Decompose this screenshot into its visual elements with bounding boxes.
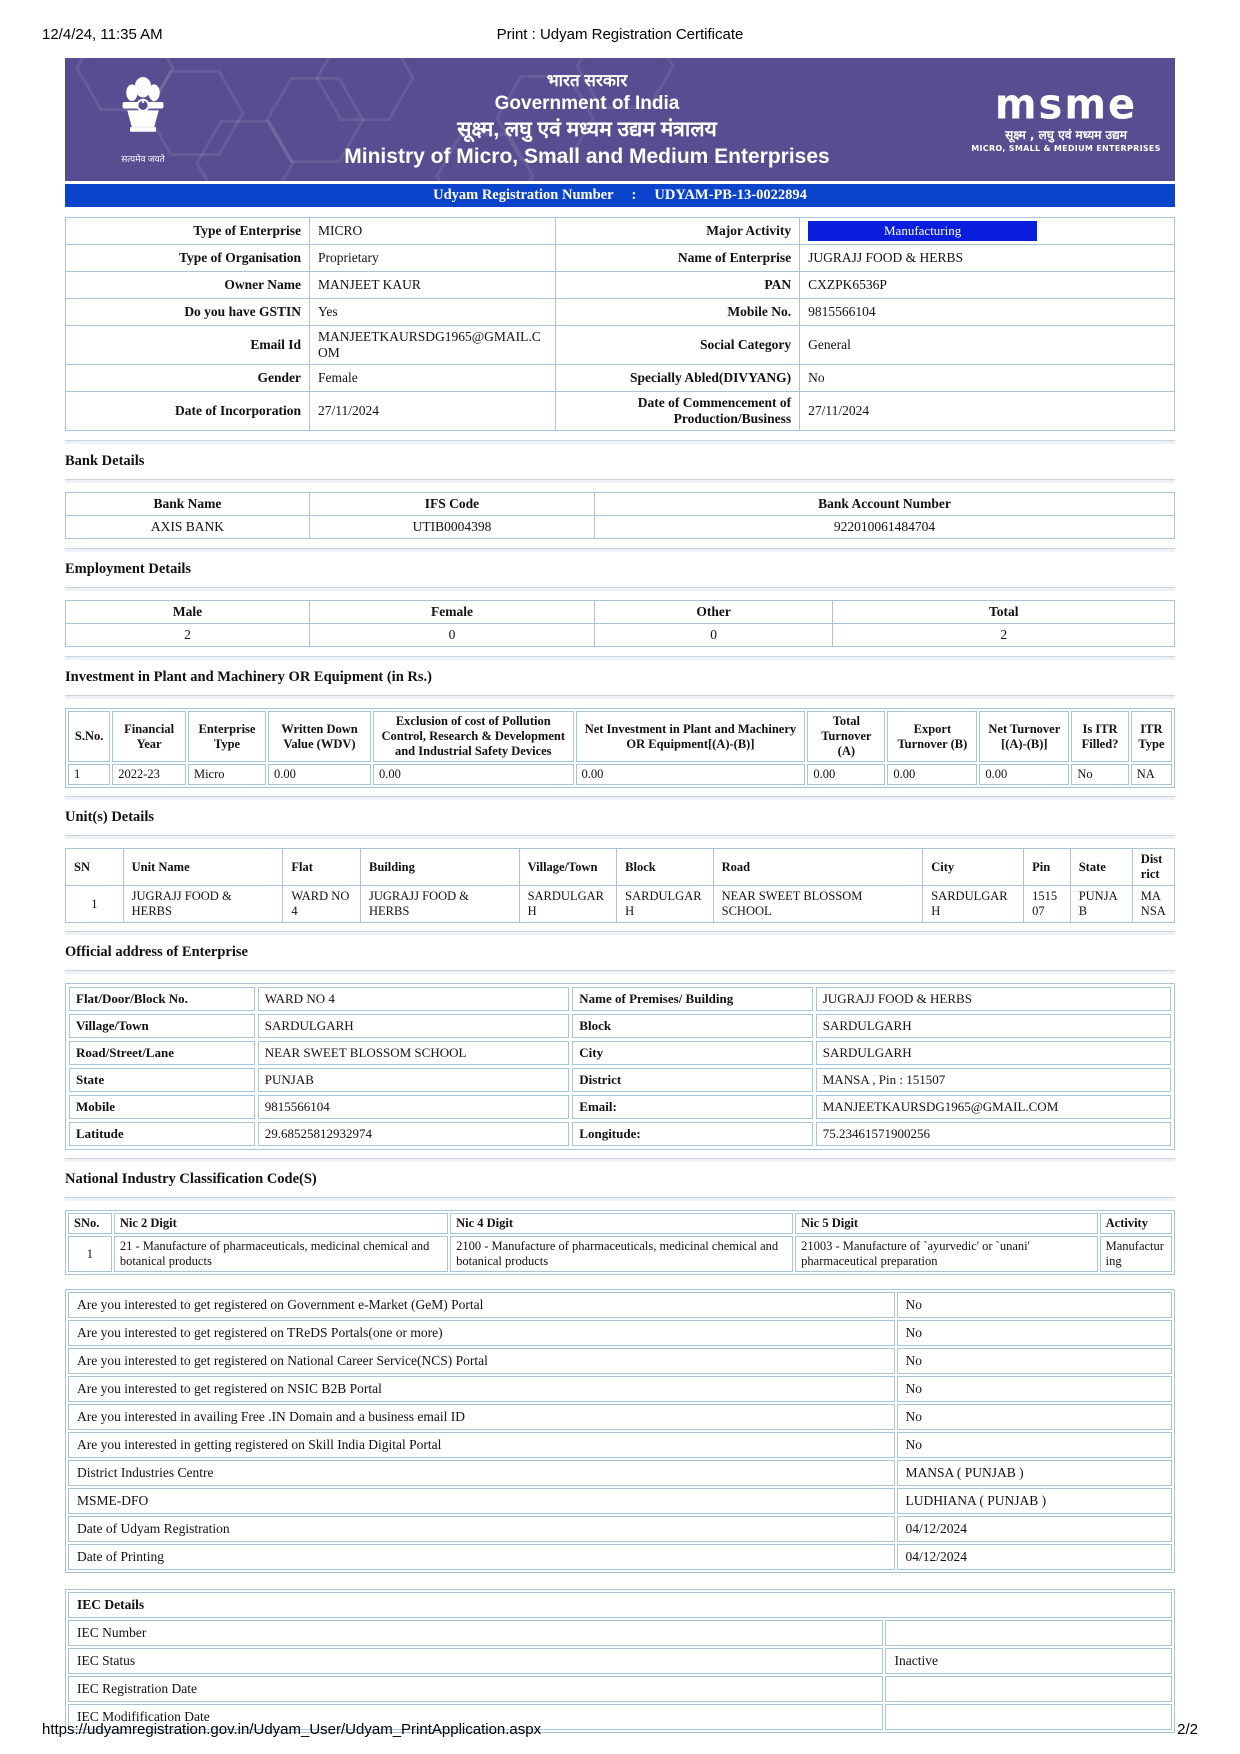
address-label: State	[69, 1068, 255, 1092]
table-row	[68, 1404, 1172, 1430]
question-text: Are you interested to get registered on TReDS Portals(one or more)	[68, 1320, 895, 1346]
address-label: Village/Town	[69, 1014, 255, 1038]
investment-cell: 0.00	[373, 764, 574, 785]
gstin-value: Yes	[309, 299, 555, 326]
units-header: Village/Town	[519, 849, 617, 886]
table-row	[66, 218, 1175, 245]
units-cell: SARDULGARH	[519, 886, 617, 923]
government-banner	[65, 58, 1175, 181]
table-row	[68, 1544, 1172, 1570]
other-count: 0	[594, 624, 832, 647]
table-row	[69, 1041, 1171, 1065]
address-value: SARDULGARH	[816, 1041, 1171, 1065]
table-row	[66, 326, 1175, 365]
units-cell: SARDULGARH	[617, 886, 713, 923]
iec-modification-date-label: IEC Modifification Date	[68, 1704, 883, 1730]
answer-text: No	[897, 1404, 1173, 1430]
investment-cell: No	[1071, 764, 1128, 785]
address-value: SARDULGARH	[816, 1014, 1171, 1038]
udyam-regno-colon: :	[631, 187, 637, 203]
table-header-row	[66, 601, 1175, 624]
msme-dfo-label: MSME-DFO	[68, 1488, 895, 1514]
question-text: Are you interested to get registered on Government e-Market (GeM) Portal	[68, 1292, 895, 1318]
units-header: Block	[617, 849, 713, 886]
investment-cell: 2022-23	[112, 764, 186, 785]
date-of-incorporation-label: Date of Incorporation	[66, 392, 310, 431]
address-value: 9815566104	[258, 1095, 570, 1119]
section-divider	[65, 440, 1175, 444]
nic-header: Nic 2 Digit	[114, 1213, 448, 1234]
date-of-printing-label: Date of Printing	[68, 1544, 895, 1570]
nic-header: Activity	[1100, 1213, 1172, 1234]
address-label: Mobile	[69, 1095, 255, 1119]
msme-logo-text: msme	[994, 80, 1138, 130]
units-header: Flat	[283, 849, 361, 886]
address-value: PUNJAB	[258, 1068, 570, 1092]
banner-hindi-govt: भारत सरकार	[546, 70, 628, 90]
date-of-udyam-registration-value: 04/12/2024	[897, 1516, 1173, 1542]
units-header: Building	[360, 849, 519, 886]
table-row	[66, 516, 1175, 539]
address-value: MANSA , Pin : 151507	[816, 1068, 1171, 1092]
total-count: 2	[833, 624, 1175, 647]
units-header: District	[1132, 849, 1174, 886]
address-label: Longitude:	[572, 1122, 812, 1146]
question-text: Are you interested in getting registered on Skill India Digital Portal	[68, 1432, 895, 1458]
table-row	[68, 1376, 1172, 1402]
table-row	[68, 1516, 1172, 1542]
table-row	[66, 886, 1175, 923]
section-divider	[65, 796, 1175, 800]
section-divider	[65, 1158, 1175, 1162]
table-header-row	[68, 711, 1172, 762]
units-cell: 151507	[1024, 886, 1071, 923]
units-header: Road	[713, 849, 923, 886]
answer-text: No	[897, 1432, 1173, 1458]
email-id-label: Email Id	[66, 326, 310, 365]
investment-header: Total Turnover (A)	[807, 711, 885, 762]
section-heading-nic: National Industry Classification Code(S)	[65, 1171, 317, 1187]
iec-number-value	[885, 1620, 1172, 1646]
answer-text: No	[897, 1320, 1173, 1346]
nic-cell: 21003 - Manufacture of `ayurvedic' or `unani' pharmaceutical preparation	[795, 1236, 1097, 1272]
investment-cell: 0.00	[576, 764, 806, 785]
bank-account-header: Bank Account Number	[594, 493, 1174, 516]
udyam-regno-value: UDYAM-PB-13-0022894	[654, 187, 807, 203]
units-cell: WARD NO 4	[283, 886, 361, 923]
social-category-value: General	[800, 326, 1175, 365]
address-label: Name of Premises/ Building	[572, 987, 812, 1011]
bank-name-header: Bank Name	[66, 493, 310, 516]
browser-print-header	[0, 0, 1240, 58]
units-cell: SARDULGARH	[923, 886, 1024, 923]
address-value: WARD NO 4	[258, 987, 570, 1011]
table-row	[68, 1432, 1172, 1458]
iec-status-label: IEC Status	[68, 1648, 883, 1674]
address-value: NEAR SWEET BLOSSOM SCHOOL	[258, 1041, 570, 1065]
nic-header: SNo.	[68, 1213, 112, 1234]
section-divider	[65, 587, 1175, 591]
banner-ministry-title: Ministry of Micro, Small and Medium Enterprises	[344, 144, 830, 168]
address-label: Block	[572, 1014, 812, 1038]
table-row	[68, 1460, 1172, 1486]
type-of-organisation-label: Type of Organisation	[66, 245, 310, 272]
units-header: SN	[66, 849, 124, 886]
date-of-incorporation-value: 27/11/2024	[309, 392, 555, 431]
table-row	[69, 1095, 1171, 1119]
units-cell: PUNJAB	[1070, 886, 1132, 923]
table-row	[68, 1648, 1172, 1674]
table-row	[68, 1676, 1172, 1702]
date-of-udyam-registration-label: Date of Udyam Registration	[68, 1516, 895, 1542]
name-of-enterprise-value: JUGRAJJ FOOD & HERBS	[800, 245, 1175, 272]
nic-codes-table	[65, 1210, 1175, 1275]
ashoka-emblem-icon	[115, 76, 171, 154]
investment-header: S.No.	[68, 711, 110, 762]
units-cell: 1	[66, 886, 124, 923]
investment-cell: 0.00	[887, 764, 977, 785]
section-divider	[65, 970, 1175, 974]
nic-cell: 2100 - Manufacture of pharmaceuticals, medicinal chemical and botanical products	[450, 1236, 793, 1272]
section-heading-employment-details: Employment Details	[65, 561, 192, 577]
nic-cell: 1	[68, 1236, 112, 1272]
pan-label: PAN	[556, 272, 800, 299]
investment-header: Export Turnover (B)	[887, 711, 977, 762]
units-header: State	[1070, 849, 1132, 886]
official-address-table	[65, 983, 1175, 1150]
investment-cell: 0.00	[979, 764, 1069, 785]
bank-name-value: AXIS BANK	[66, 516, 310, 539]
print-title: Print : Udyam Registration Certificate	[496, 26, 744, 43]
investment-header: Net Turnover [(A)-(B)]	[979, 711, 1069, 762]
district-industries-centre-value: MANSA ( PUNJAB )	[897, 1460, 1173, 1486]
msme-logo	[971, 80, 1161, 154]
social-category-label: Social Category	[556, 326, 800, 365]
email-id-value: MANJEETKAURSDG1965@GMAIL.COM	[309, 326, 555, 365]
enterprise-details-table	[65, 217, 1175, 431]
udyam-regno-label: Udyam Registration Number	[433, 187, 614, 203]
type-of-enterprise-label: Type of Enterprise	[66, 218, 310, 245]
msme-hindi-tagline: सूक्ष्म , लघु एवं मध्यम उद्यम	[1005, 128, 1127, 142]
table-row	[66, 245, 1175, 272]
section-divider	[65, 548, 1175, 552]
nic-header: Nic 4 Digit	[450, 1213, 793, 1234]
msme-dfo-value: LUDHIANA ( PUNJAB )	[897, 1488, 1173, 1514]
section-heading-bank-details: Bank Details	[65, 453, 145, 469]
emblem-of-india	[83, 76, 203, 164]
table-row	[68, 1488, 1172, 1514]
investment-cell: 1	[68, 764, 110, 785]
investment-header: Financial Year	[112, 711, 186, 762]
browser-print-footer	[42, 1721, 1198, 1738]
units-header: Unit Name	[123, 849, 283, 886]
units-cell: JUGRAJJ FOOD & HERBS	[123, 886, 283, 923]
address-label: Flat/Door/Block No.	[69, 987, 255, 1011]
type-of-enterprise-value: MICRO	[309, 218, 555, 245]
specially-abled-value: No	[800, 365, 1175, 392]
question-text: Are you interested in availing Free .IN Domain and a business email ID	[68, 1404, 895, 1430]
table-header-row	[68, 1592, 1172, 1618]
iec-number-label: IEC Number	[68, 1620, 883, 1646]
employment-details-table	[65, 600, 1175, 647]
address-label: City	[572, 1041, 812, 1065]
table-row	[66, 392, 1175, 431]
address-label: Road/Street/Lane	[69, 1041, 255, 1065]
nic-cell: 21 - Manufacture of pharmaceuticals, medicinal chemical and botanical products	[114, 1236, 448, 1272]
investment-header: Is ITR Filled?	[1071, 711, 1128, 762]
section-divider	[65, 931, 1175, 935]
question-text: Are you interested to get registered on NSIC B2B Portal	[68, 1376, 895, 1402]
iec-details-table	[65, 1589, 1175, 1733]
section-divider	[65, 835, 1175, 839]
answer-text: No	[897, 1376, 1173, 1402]
registration-questions-table	[65, 1289, 1175, 1573]
table-row	[68, 1292, 1172, 1318]
table-row	[68, 1620, 1172, 1646]
gstin-label: Do you have GSTIN	[66, 299, 310, 326]
male-header: Male	[66, 601, 310, 624]
answer-text: No	[897, 1348, 1173, 1374]
section-divider	[65, 1197, 1175, 1201]
female-count: 0	[309, 624, 594, 647]
other-header: Other	[594, 601, 832, 624]
gender-label: Gender	[66, 365, 310, 392]
table-row	[69, 1122, 1171, 1146]
address-value: SARDULGARH	[258, 1014, 570, 1038]
table-row	[66, 624, 1175, 647]
major-activity-label: Major Activity	[556, 218, 800, 245]
investment-header: Net Investment in Plant and Machinery OR Equipment[(A)-(B)]	[576, 711, 806, 762]
answer-text: No	[897, 1292, 1173, 1318]
section-heading-investment: Investment in Plant and Machinery OR Equipment (in Rs.)	[65, 669, 432, 685]
male-count: 2	[66, 624, 310, 647]
owner-name-value: MANJEET KAUR	[309, 272, 555, 299]
address-label: Latitude	[69, 1122, 255, 1146]
msme-english-tagline: MICRO, SMALL & MEDIUM ENTERPRISES	[971, 144, 1161, 153]
investment-cell: 0.00	[807, 764, 885, 785]
nic-header: Nic 5 Digit	[795, 1213, 1097, 1234]
mobile-no-value: 9815566104	[800, 299, 1175, 326]
name-of-enterprise-label: Name of Enterprise	[556, 245, 800, 272]
address-value: 75.23461571900256	[816, 1122, 1171, 1146]
mobile-no-label: Mobile No.	[556, 299, 800, 326]
address-label: Email:	[572, 1095, 812, 1119]
address-label: District	[572, 1068, 812, 1092]
address-value: MANJEETKAURSDG1965@GMAIL.COM	[816, 1095, 1171, 1119]
table-row	[68, 1320, 1172, 1346]
investment-cell: 0.00	[268, 764, 371, 785]
ifs-code-header: IFS Code	[309, 493, 594, 516]
units-header: City	[923, 849, 1024, 886]
bank-details-table	[65, 492, 1175, 539]
table-row	[68, 1236, 1172, 1272]
investment-header: ITR Type	[1131, 711, 1172, 762]
female-header: Female	[309, 601, 594, 624]
table-header-row	[66, 849, 1175, 886]
table-row	[68, 1348, 1172, 1374]
investment-cell: NA	[1131, 764, 1172, 785]
investment-table	[65, 708, 1175, 788]
nic-cell: Manufacturing	[1100, 1236, 1172, 1272]
date-of-commencement-label: Date of Commencement of Production/Business	[556, 392, 800, 431]
investment-header: Enterprise Type	[188, 711, 266, 762]
emblem-caption: सत्यमेव जयते	[121, 153, 165, 164]
section-heading-address: Official address of Enterprise	[65, 944, 248, 960]
address-value: JUGRAJJ FOOD & HERBS	[816, 987, 1171, 1011]
udyam-registration-number-bar	[65, 184, 1175, 207]
units-details-table	[65, 848, 1175, 923]
print-datetime: 12/4/24, 11:35 AM	[42, 26, 163, 43]
table-row	[66, 299, 1175, 326]
specially-abled-label: Specially Abled(DIVYANG)	[556, 365, 800, 392]
section-divider	[65, 656, 1175, 660]
address-value: 29.68525812932974	[258, 1122, 570, 1146]
date-of-printing-value: 04/12/2024	[897, 1544, 1173, 1570]
table-header-row	[68, 1213, 1172, 1234]
owner-name-label: Owner Name	[66, 272, 310, 299]
iec-registration-date-label: IEC Registration Date	[68, 1676, 883, 1702]
section-heading-units: Unit(s) Details	[65, 809, 155, 825]
units-cell: NEAR SWEET BLOSSOM SCHOOL	[713, 886, 923, 923]
footer-page-number: 2/2	[1177, 1721, 1198, 1738]
table-row	[68, 764, 1172, 785]
date-of-commencement-value: 27/11/2024	[800, 392, 1175, 431]
district-industries-centre-label: District Industries Centre	[68, 1460, 895, 1486]
banner-govt-of-india: Government of India	[494, 92, 680, 114]
banner-titles	[203, 70, 971, 170]
question-text: Are you interested to get registered on National Career Service(NCS) Portal	[68, 1348, 895, 1374]
table-row	[66, 272, 1175, 299]
table-row	[69, 1014, 1171, 1038]
table-row	[69, 1068, 1171, 1092]
table-row	[69, 987, 1171, 1011]
section-divider	[65, 479, 1175, 483]
total-header: Total	[833, 601, 1175, 624]
banner-hindi-ministry: सूक्ष्म, लघु एवं मध्यम उद्यम मंत्रालय	[457, 117, 717, 141]
iec-status-value: Inactive	[885, 1648, 1172, 1674]
units-header: Pin	[1024, 849, 1071, 886]
units-cell: JUGRAJJ FOOD & HERBS	[360, 886, 519, 923]
pan-value: CXZPK6536P	[800, 272, 1175, 299]
gender-value: Female	[309, 365, 555, 392]
section-divider	[65, 695, 1175, 699]
investment-header: Written Down Value (WDV)	[268, 711, 371, 762]
iec-registration-date-value	[885, 1676, 1172, 1702]
investment-cell: Micro	[188, 764, 266, 785]
units-cell: MANSA	[1132, 886, 1174, 923]
investment-header: Exclusion of cost of Pollution Control, Research & Development and Industrial Safety Devices	[373, 711, 574, 762]
major-activity-value-badge: Manufacturing	[808, 221, 1037, 241]
table-row	[66, 365, 1175, 392]
table-header-row	[66, 493, 1175, 516]
type-of-organisation-value: Proprietary	[309, 245, 555, 272]
ifs-code-value: UTIB0004398	[309, 516, 594, 539]
iec-details-title: IEC Details	[68, 1592, 1172, 1618]
bank-account-value: 922010061484704	[594, 516, 1174, 539]
footer-url: https://udyamregistration.gov.in/Udyam_User/Udyam_PrintApplication.aspx	[42, 1721, 542, 1738]
